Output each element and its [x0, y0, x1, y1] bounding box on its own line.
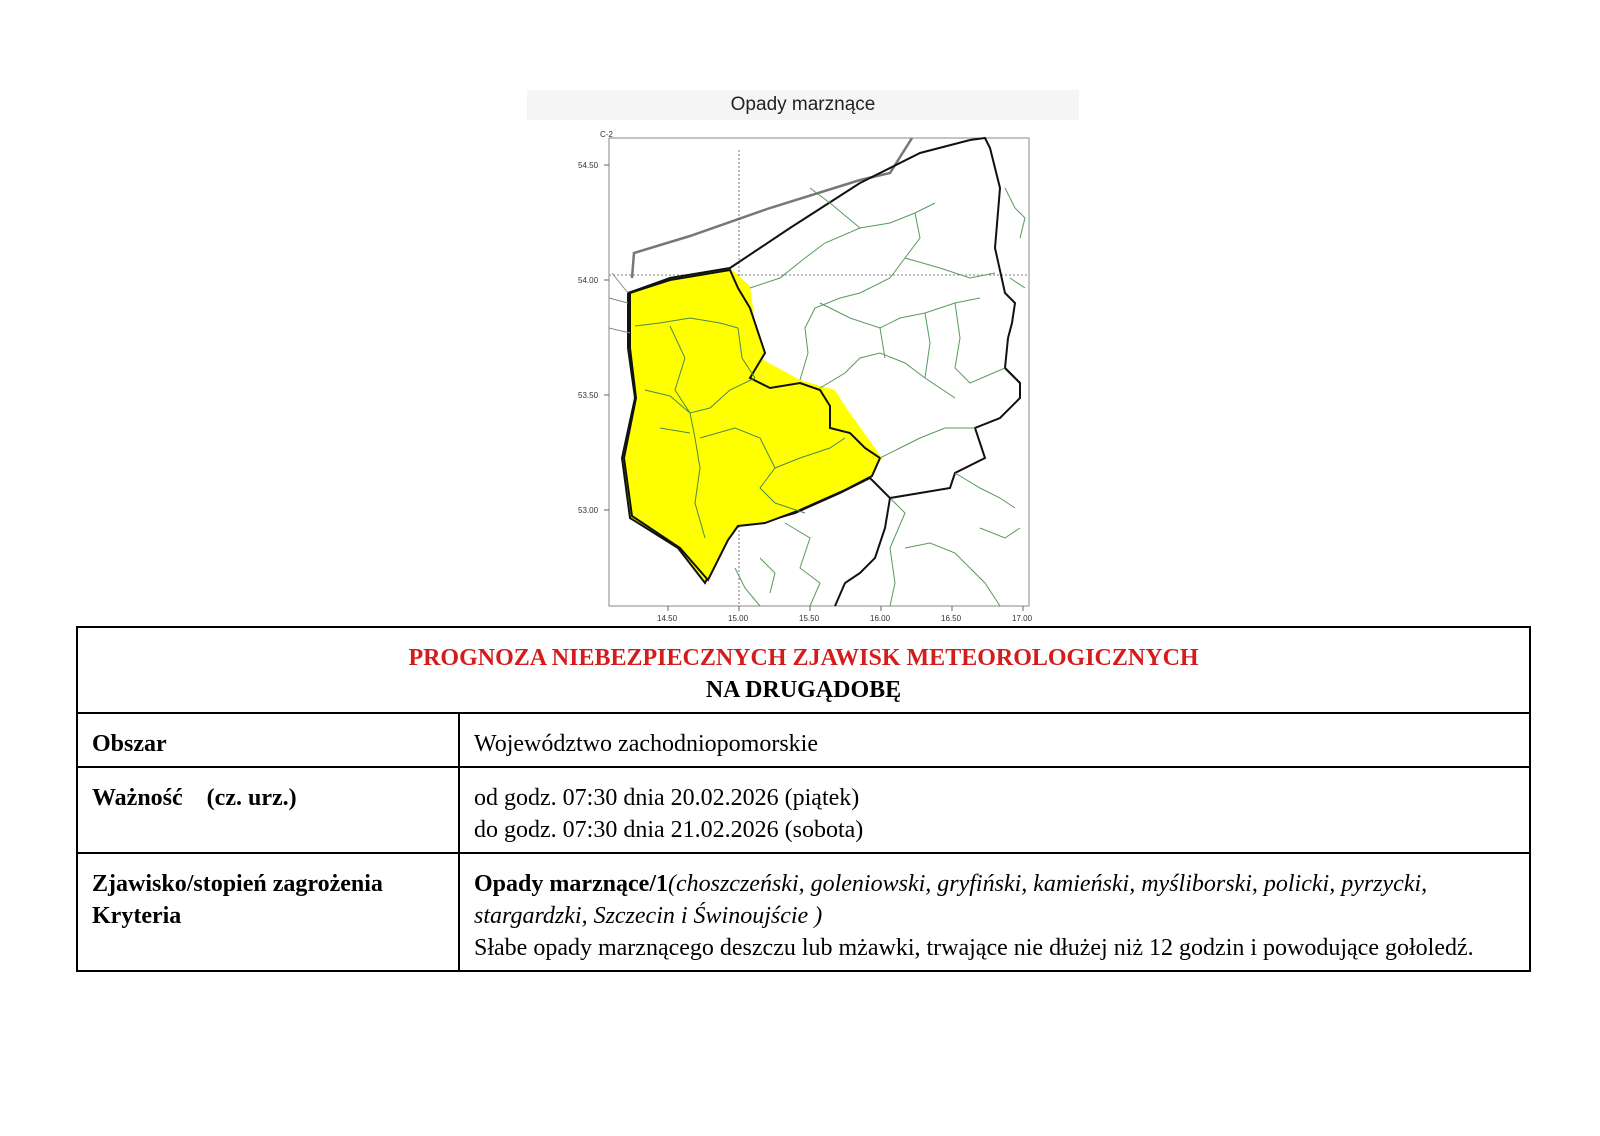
- x-axis: [668, 606, 1023, 611]
- criteria-label: Kryteria: [92, 903, 182, 929]
- area-value: Województwo zachodniopomorskie: [459, 713, 1530, 767]
- table-header: [77, 627, 1530, 713]
- x-tick-label: 16.00: [870, 614, 891, 623]
- phenomenon-name: Opady marznące/1: [474, 871, 668, 897]
- x-tick-label: 17.00: [1012, 614, 1033, 623]
- x-tick-label: 15.50: [799, 614, 820, 623]
- phenomenon-label-cell: [77, 853, 459, 971]
- x-tick-label: 16.50: [941, 614, 962, 623]
- header-subtitle: NA DRUGĄDOBĘ: [705, 677, 902, 703]
- y-tick-label: 53.00: [578, 506, 599, 515]
- map-title: Opady marznące: [527, 90, 1079, 120]
- validity-label: Ważność (cz. urz.): [77, 767, 459, 853]
- validity-from: od godz. 07:30 dnia 20.02.2026 (piątek): [474, 785, 860, 811]
- warning-table: [76, 626, 1531, 972]
- warning-map: [560, 128, 1040, 628]
- y-tick-label: 53.50: [578, 391, 599, 400]
- y-tick-label: 54.50: [578, 161, 599, 170]
- validity-to: do godz. 07:30 dnia 21.02.2026 (sobota): [474, 817, 864, 843]
- table-row: [77, 713, 1530, 767]
- header-title: PROGNOZA NIEBEZPIECZNYCH ZJAWISK METEOROLOGICZNYCH: [408, 645, 1199, 671]
- y-tick-label: 54.00: [578, 276, 599, 285]
- criteria-text: Słabe opady marznącego deszczu lub mżawki, trwające nie dłużej niż 12 godzin i powodujące gołoledź.: [474, 935, 1474, 961]
- phenomenon-value: [459, 853, 1530, 971]
- phenomenon-label: Zjawisko/stopień zagrożenia: [92, 871, 383, 897]
- x-tick-label: 15.00: [728, 614, 749, 623]
- phenomenon-counties: (choszczeński, goleniowski, gryfiński, kamieński, myśliborski, policki, pyrzycki, stargardzki, Szczecin i Świnoujście ): [474, 871, 1428, 929]
- corner-label: C-2: [600, 130, 613, 139]
- y-axis: [604, 165, 609, 510]
- validity-value: [459, 767, 1530, 853]
- table-row: [77, 767, 1530, 853]
- area-label: Obszar: [77, 713, 459, 767]
- table-header-row: [77, 627, 1530, 713]
- table-row: [77, 853, 1530, 971]
- x-tick-label: 14.50: [657, 614, 678, 623]
